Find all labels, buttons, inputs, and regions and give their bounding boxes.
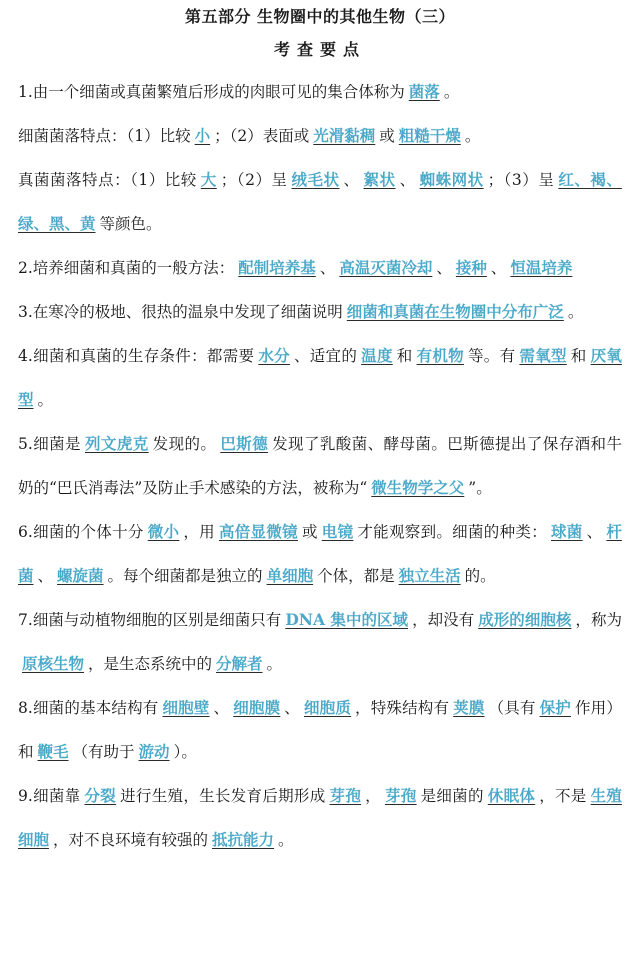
text-run: ，称为 [575, 611, 622, 629]
text-run: 是细菌的 [420, 787, 484, 805]
answer-blank: 原核生物 [22, 654, 85, 673]
text-run: ，是生态系统中的 [88, 655, 213, 673]
text-run: 4.细菌和真菌的生存条件：都需要 [18, 347, 255, 365]
answer-blank: 厌氧型 [18, 346, 622, 409]
answer-blank: 恒温培养 [510, 258, 573, 277]
answer-blank: 保护 [539, 698, 571, 717]
text-run: 9.细菌靠 [18, 787, 81, 805]
text-run: 6.细菌的个体十分 [18, 523, 144, 541]
text-run: 、 [37, 567, 54, 585]
answer-blank: 细胞膜 [233, 698, 281, 717]
text-run: ，不是 [539, 787, 587, 805]
answer-blank: 微小 [147, 522, 180, 541]
text-run: 等。有 [467, 347, 516, 365]
text-run: 5.细菌是 [18, 435, 81, 453]
answer-blank: 游动 [138, 742, 170, 761]
text-run: 。 [278, 831, 294, 849]
text-run: 个体，都是 [317, 567, 395, 585]
answer-blank: 杆菌 [18, 522, 622, 585]
answer-blank: 螺旋菌 [57, 566, 104, 585]
text-run: 或 [301, 523, 318, 541]
answer-blank: DNA 集中的区域 [285, 610, 409, 629]
text-run: 、 [319, 259, 336, 277]
text-run: ；（2）呈 [220, 171, 288, 189]
text-run: ；（3）呈 [487, 171, 555, 189]
answer-blank: 红、褐、绿、黑、黄 [18, 170, 622, 233]
answer-blank: 细胞壁 [162, 698, 210, 717]
answer-blank: 成形的细胞核 [478, 610, 572, 629]
answer-blank: 荚膜 [453, 698, 485, 717]
answer-blank: 光滑黏稠 [313, 126, 376, 145]
answer-blank: 大 [200, 170, 217, 189]
page-subtitle: 考查要点 [273, 40, 366, 59]
paragraph-4 [18, 246, 622, 290]
answer-blank: 巴斯德 [220, 434, 269, 453]
paragraph-7 [18, 422, 622, 510]
text-run: 、 [586, 523, 603, 541]
text-run: ，对不良环境有较强的 [53, 831, 209, 849]
text-run: 。 [37, 391, 54, 409]
answer-blank: 独立生活 [398, 566, 461, 585]
answer-blank: 细菌和真菌在生物圈中分布广泛 [346, 302, 564, 321]
text-run: 、 [213, 699, 230, 717]
answer-blank: 配制培养基 [238, 258, 316, 277]
text-run: ，却没有 [412, 611, 475, 629]
text-run: 7.细菌与动植物细胞的区别是细菌只有 [18, 611, 282, 629]
text-run: ，用 [183, 523, 215, 541]
answer-blank: 高温灭菌冷却 [339, 258, 433, 277]
answer-blank: 蜘蛛网状 [419, 170, 484, 189]
text-run: （有助于 [72, 743, 135, 761]
text-run: 发现了乳酸菌、酵母菌。巴斯德提出了保存酒和牛奶的“巴氏消毒法”及防止手术感染的方法，被称为“ [18, 435, 622, 497]
text-run: ）。 [173, 743, 197, 761]
answer-blank: 高倍显微镜 [218, 522, 298, 541]
answer-blank: 絮状 [363, 170, 396, 189]
text-run: 。 [567, 303, 584, 321]
paragraph-1 [18, 70, 622, 114]
text-run: ， [365, 787, 381, 805]
text-run: 细菌菌落特点：（1）比较 [18, 127, 191, 145]
answer-blank: 鞭毛 [37, 742, 69, 761]
answer-blank: 菌落 [408, 82, 440, 101]
text-run: 。每个细菌都是独立的 [107, 567, 263, 585]
text-run: ，特殊结构有 [355, 699, 450, 717]
text-run: （具有 [488, 699, 536, 717]
text-run: 。 [443, 83, 460, 101]
answer-blank: 芽孢 [329, 786, 362, 805]
text-run: 3.在寒冷的极地、很热的温泉中发现了细菌说明 [18, 303, 343, 321]
text-run: 、 [343, 171, 360, 189]
text-run: 发现的。 [152, 435, 217, 453]
text-run: ”。 [468, 479, 492, 497]
answer-blank: 粗糙干燥 [398, 126, 461, 145]
text-run: 、适宜的 [293, 347, 358, 365]
answer-blank: 分裂 [84, 786, 117, 805]
text-run: 等颜色。 [99, 215, 162, 233]
answer-blank: 分解者 [216, 654, 263, 673]
paragraph-10 [18, 686, 622, 774]
answer-blank: 球菌 [551, 522, 583, 541]
paragraph-9 [18, 598, 622, 686]
answer-blank: 需氧型 [519, 346, 567, 365]
text-run: 、 [436, 259, 452, 277]
text-run: 和 [570, 347, 587, 365]
text-run: 、 [399, 171, 416, 189]
text-run: 、 [490, 259, 507, 277]
answer-blank: 水分 [258, 346, 290, 365]
page-title: 第五部分 生物圈中的其他生物（三） [184, 7, 456, 26]
text-run: 2.培养细菌和真菌的一般方法： [18, 259, 235, 277]
text-run: 进行生殖，生长发育后期形成 [120, 787, 326, 805]
text-run: 1.由一个细菌或真菌繁殖后形成的肉眼可见的集合体称为 [18, 83, 405, 101]
answer-blank: 芽孢 [384, 786, 417, 805]
text-run: 。 [266, 655, 283, 673]
text-run: 的。 [464, 567, 496, 585]
answer-blank: 细胞质 [303, 698, 352, 717]
paragraph-8 [18, 510, 622, 598]
text-run: 真菌菌落特点：（1）比较 [18, 171, 197, 189]
text-run: 才能观察到。细菌的种类： [357, 523, 547, 541]
paragraph-5 [18, 290, 622, 334]
document-body [18, 70, 622, 862]
answer-blank: 休眠体 [487, 786, 536, 805]
answer-blank: 有机物 [416, 346, 464, 365]
answer-blank: 单细胞 [266, 566, 314, 585]
answer-blank: 温度 [361, 346, 393, 365]
answer-blank: 微生物学之父 [371, 478, 465, 497]
paragraph-3 [18, 158, 622, 246]
text-run: 和 [396, 347, 413, 365]
paragraph-6 [18, 334, 622, 422]
answer-blank: 小 [194, 126, 211, 145]
paragraph-11 [18, 774, 622, 862]
answer-blank: 抵抗能力 [212, 830, 275, 849]
text-run: 8.细菌的基本结构有 [18, 699, 159, 717]
text-run: 、 [284, 699, 300, 717]
text-run: 或 [379, 127, 395, 145]
paragraph-2 [18, 114, 622, 158]
text-run: 。 [464, 127, 481, 145]
answer-blank: 接种 [455, 258, 487, 277]
text-run: 作用）和 [18, 699, 622, 761]
answer-blank: 绒毛状 [291, 170, 340, 189]
answer-blank: 生殖细胞 [18, 786, 622, 849]
answer-blank: 列文虎克 [84, 434, 149, 453]
answer-blank: 电镜 [321, 522, 354, 541]
text-run: ；（2）表面或 [214, 127, 310, 145]
